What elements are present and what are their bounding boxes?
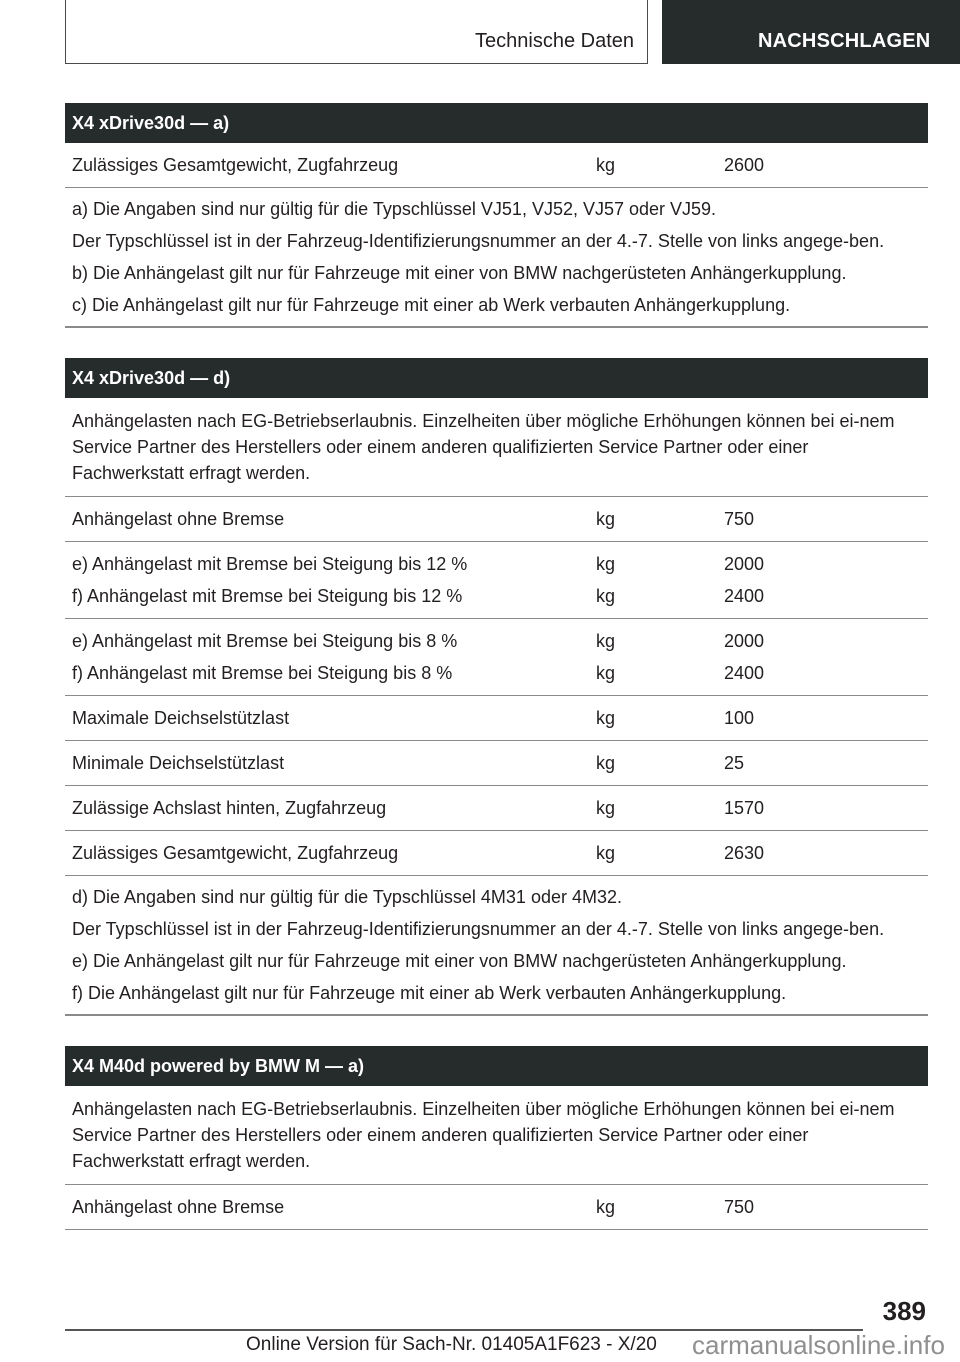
footnote: b) Die Anhängelast gilt nur für Fahrzeuge mit einer von BMW nachgerüsteten Anhängerkupplung. [72,263,847,283]
footnote: f) Die Anhängelast gilt nur für Fahrzeuge mit einer ab Werk verbauten Anhängerkupplung. [72,983,787,1003]
header-section-title: Technische Daten [475,30,634,52]
page-content [65,103,928,1230]
footnote: Der Typschlüssel ist in der Fahrzeug-Identifizierungsnummer an der 4.-7. Stelle von links angege-ben. [72,919,885,939]
section-title: X4 M40d powered by BMW M — a) [65,1046,928,1086]
table-row: Minimale Deichselstützlast kg 25 [65,741,928,786]
section-title: X4 xDrive30d — d) [65,358,928,398]
watermark: carmanualsonline.info [692,1330,945,1360]
section-intro: Anhängelasten nach EG-Betriebserlaubnis. Einzelheiten über mögliche Erhöhungen können bei ei-nem Service Partner des Herstellers oder einem anderen qualifizierten Service Partner oder einer Fachwerkstatt erfragt werden. [65,1086,928,1185]
table-row: Maximale Deichselstützlast kg 100 [65,696,928,741]
section-intro: Anhängelasten nach EG-Betriebserlaubnis. Einzelheiten über mögliche Erhöhungen können bei ei-nem Service Partner des Herstellers oder einem anderen qualifizierten Service Partner oder einer Fachwerkstatt erfragt werden. [65,398,928,497]
header-chapter-tab [662,0,960,64]
section-x4-m40d-a [65,1046,928,1230]
table-row: e) Anhängelast mit Bremse bei Steigung bis 8 % f) Anhängelast mit Bremse bei Steigung bis 8 % kg kg 2000 2400 [65,619,928,696]
page-number: 389 [882,1296,926,1326]
table-row: Zulässige Achslast hinten, Zugfahrzeug kg 1570 [65,786,928,831]
table-row: e) Anhängelast mit Bremse bei Steigung bis 12 % f) Anhängelast mit Bremse bei Steigung bis 12 % kg kg 2000 2400 [65,542,928,619]
footnote: d) Die Angaben sind nur gültig für die Typschlüssel 4M31 oder 4M32. [72,887,622,907]
footnote: a) Die Angaben sind nur gültig für die Typschlüssel VJ51, VJ52, VJ57 oder VJ59. [72,199,717,219]
table-row: Anhängelast ohne Bremse kg 750 [65,1185,928,1230]
header-section-tab [65,0,648,64]
footer-online-version: Online Version für Sach-Nr. 01405A1F623 - X/20 [246,1334,657,1355]
section-x4-xdrive30d-a [65,103,928,328]
header-chapter-title: NACHSCHLAGEN [758,30,931,52]
section-x4-xdrive30d-d [65,358,928,1016]
table-row: Zulässiges Gesamtgewicht, Zugfahrzeug kg 2600 [65,143,928,188]
footnotes [65,188,928,328]
section-title: X4 xDrive30d — a) [65,103,928,143]
footnote: c) Die Anhängelast gilt nur für Fahrzeuge mit einer ab Werk verbauten Anhängerkupplung. [72,295,791,315]
table-row: Anhängelast ohne Bremse kg 750 [65,497,928,542]
table-row: Zulässiges Gesamtgewicht, Zugfahrzeug kg 2630 [65,831,928,876]
footnotes [65,876,928,1016]
footnote: Der Typschlüssel ist in der Fahrzeug-Identifizierungsnummer an der 4.-7. Stelle von links angege-ben. [72,231,885,251]
footnote: e) Die Anhängelast gilt nur für Fahrzeuge mit einer von BMW nachgerüsteten Anhängerkupplung. [72,951,847,971]
